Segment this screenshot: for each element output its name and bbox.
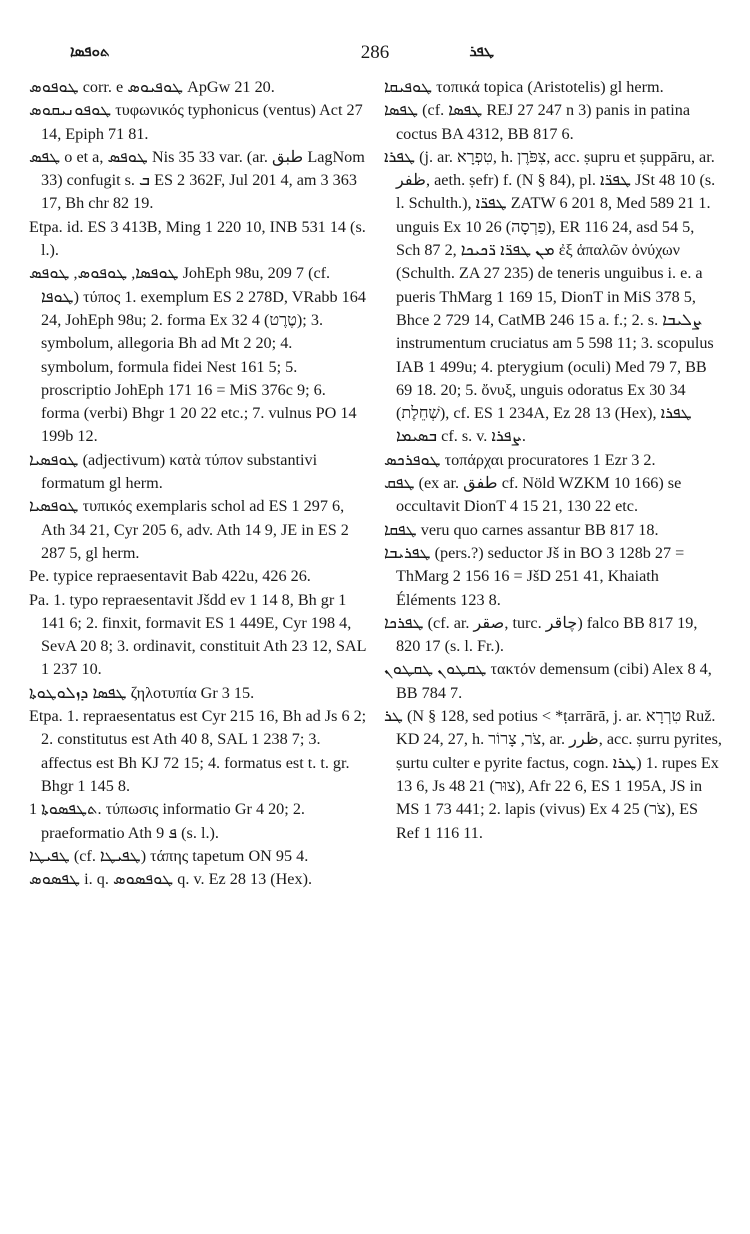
dictionary-entry: ܛܦܩܐ veru quo carnes assantur BB 817 18.: [384, 520, 659, 539]
page-number: 286: [360, 42, 390, 63]
dictionary-entry: ܛܦܪܟܐ (cf. ar. صقر, turc. چاقر) falco BB 817 19, 820 17 (s. l. Fr.).: [384, 613, 698, 656]
dictionary-entry: Pe. typice repraesentavit Bab 422u, 426 26.: [29, 567, 311, 586]
dictionary-entry: ܛܦܣܐ (cf. ܛܦܣܐ REJ 27 247 n 3) panis in patina coctus BA 4312, BB 817 6.: [384, 101, 691, 143]
running-head-left-word: ܬܘܦܣܐ: [70, 42, 110, 60]
dictionary-entry: ܛܦܣܘܣ i. q. ܛܘܦܣܘܣ q. v. Ez 28 13 (Hex).: [29, 870, 313, 889]
dictionary-entry: ܛܘܦܘܢܝܩܘܣ τυφωνικός typhonicus (ventus) Act 27 14, Epiph 71 81.: [29, 101, 363, 143]
dictionary-entry: ܛܪ (N § 128, sed potius < *ṭarrārā, j. ar. טִרְרָא Ruž. KD 24, 27, h. צֹר, צָרוֹר, ar. ظرر, acc. ṣurru pyrites, ṣurtu culter e pyrite factus, cogn. ܛܪܐ) 1. rupes Ex 13 6, Js 48 21 (צוּר), Afr 22 6, ES 1 195A, JS in MS 1 73 441; 2. lapis (vivus) Ex 4 25 (צֹר), ES Ref 1 116 11.: [384, 707, 722, 842]
dictionary-entry: ܛܦܪܝܒܐ (pers.?) seductor Jš in BO 3 128b 27 = ThMarg 2 156 16 = JšD 251 41, Khaiath Éléments 123 8.: [384, 543, 685, 609]
left-column: [29, 76, 367, 891]
dictionary-entry: ܬܛܦܣܘܬܐ 1. τύπωσις informatio Gr 4 20; 2. praeformatio Ath ܦ 9 (s. l.).: [29, 800, 305, 842]
dictionary-entry: ܛܘܦܣܐ, ܛܘܦܘܣ, ܛܘܦܣ JohEph 98u, 209 7 (cf. ܛܘܦܐ) τύπος 1. exemplum ES 2 278D, VRabb 164 24, JohEph 98u; 2. forma Ex 32 4 (טֶרֶט); 3. symbolum, allegoria Bh ad Mt 2 20; 4. symbolum, formula fidei Nest 161 5; 5. proscriptio JohEph 171 16 = MiS 376c 9; 6. forma (verbi) Bhgr 1 20 22 etc.; 7. vulnus PO 14 199b 12.: [29, 264, 366, 446]
dictionary-entry: ܛܘܦܪܟܣ τοπάρχαι procuratores 1 Ezr 3 2.: [384, 450, 656, 469]
dictionary-entry: ܛܘܦܘܣ corr. e ܛܘܦܝܘܣ ApGw 21 20.: [29, 78, 275, 96]
right-column: [384, 76, 722, 845]
dictionary-entry: ܛܘܦܣܝܐ (adjectivum) κατὰ τύπον substantivi formatum gl herm.: [29, 450, 318, 493]
dictionary-entry: ܛܦܩ (ex ar. طفق cf. Nöld WZKM 10 166) se occultavit DionT 4 15 21, 130 22 etc.: [384, 474, 682, 516]
dictionary-entry: ܛܦܝܛܐ (cf. ܛܦܝܛܐ) τάπης tapetum ON 95 4.: [29, 846, 309, 865]
dictionary-entry: ܛܦܣܐ ܕܙܠܘܛܘܬܐ ζηλοτυπία Gr 3 15.: [29, 683, 255, 702]
dictionary-entry: ܛܘܦܝܩܐ τοπικά topica (Aristotelis) gl herm.: [384, 78, 664, 96]
dictionary-entry: ܛܦܣ o et a, ܛܘܦܣ Nis 35 33 var. (ar. طبق LagNom 33) confugit s. ܒ ES 2 362F, Jul 201 4, am 3 363 17, Bh chr 82 19.: [29, 147, 365, 213]
dictionary-entry: ܛܩܛܘܢ ܛܩܛܘܢ τακτόν demensum (cibi) Alex 8 4, BB 784 7.: [384, 660, 712, 702]
dictionary-entry: Etpa. 1. repraesentatus est Cyr 215 16, Bh ad Js 6 2; 2. constitutus est Ath 40 8, SAL 1 238 7; 3. affectus est Bh KJ 72 15; 4. formatus est t. t. gr. Bhgr 1 145 8.: [29, 707, 367, 795]
dictionary-entry: ܛܦܪܐ (j. ar. טִפְרָא, h. צִפֹּרֶן, acc. ṣupru et ṣuppāru, ar. ظفر, aeth. ṣefr) f. (N § 84), pl. ܛܦܪ̈ܐ JSt 48 10 (s. l. Schulth.), ܛܦܪ̈ܐ ZATW 6 201 8, Med 589 21 1. unguis Ex 10 26 (פַרְסָה), ER 116 24, asd 54 5, Sch 87 2, ܡܢ ܛܦܪ̈ܐ ܪ̈ܟܝܟܐ ἐξ ἁπαλῶν ὀνύχων (Schulth. ZA 27 235) de teneris unguibus i. e. a pueris ThMarg 1 169 15, DionT in MiS 378 5, Bhce 2 729 14, CatMB 246 15 a. f.; 2. s. ܨܠܝܒܐ instrumentum cruciatus am 5 598 11; 3. scopulus IAB 1 499u; 4. pterygium (oculi) Med 79 7, BB 69 18. 20; 5. ὄνυξ, unguis odoratus Ex 30 34 (שְׁחֵלֶת), cf. ES 1 234A, Ez 28 13 (Hex), ܛܦܪܐ ܒܣܝܡܐ cf. s. v. ܨܦܪܐ.: [384, 147, 716, 446]
running-head-right-word: ܛܦܪ: [469, 42, 494, 60]
dictionary-entry: Pa. 1. typo repraesentavit Jšdd ev 1 14 8, Bh gr 1 141 6; 2. finxit, formavit ES 1 449E, Cyr 198 4, SevA 20 8; 3. ordinavit, constituit Ath 23 12, SAL 1 237 10.: [29, 590, 366, 679]
running-head: [30, 42, 720, 70]
dictionary-entry: Etpa. id. ES 3 413B, Ming 1 220 10, INB 531 14 (s. l.).: [29, 217, 366, 260]
dictionary-entry: ܛܘܦܣܝܐ τυπικός exemplaris schol ad ES 1 297 6, Ath 34 21, Cyr 205 6, adv. Ath 14 9, JE in ES 2 287 5, gl herm.: [29, 497, 349, 562]
